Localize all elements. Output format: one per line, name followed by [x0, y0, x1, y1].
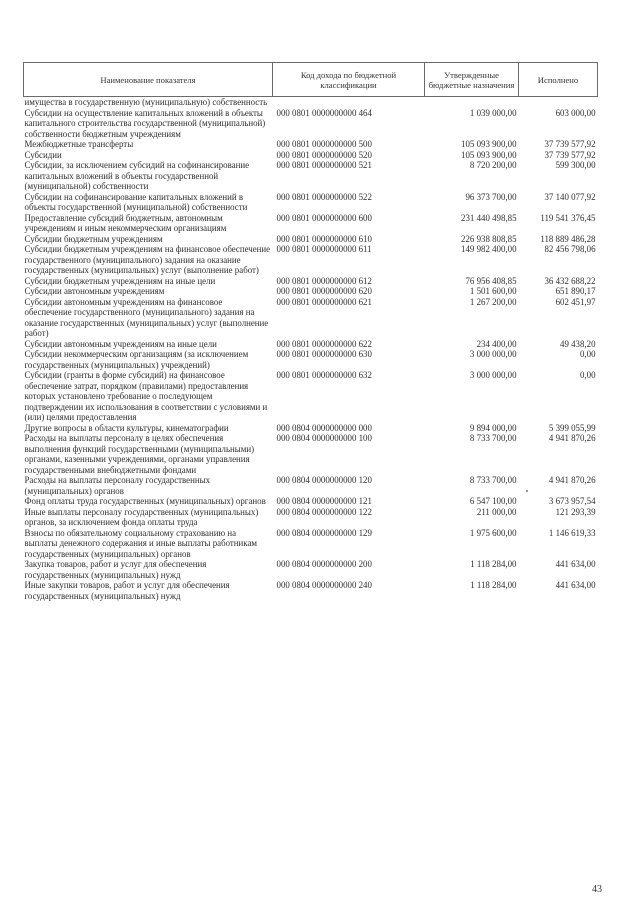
row-code: 000 0804 0000000000 121	[276, 496, 372, 506]
row-name: Субсидии	[24, 149, 62, 160]
row-approved: 6 547 100,00	[469, 496, 517, 506]
header-approved: Утвержденные бюджетные назначения	[425, 63, 519, 97]
row-executed: 82 456 798,06	[544, 244, 596, 254]
table-row	[24, 349, 598, 370]
row-name: Взносы по обязательному социальному страхованию на выплаты денежного содержания и иные выплаты работникам государственных (муниципальных) органов	[24, 527, 258, 559]
row-code: 000 0801 0000000000 632	[276, 370, 372, 380]
row-name: Предоставление субсидий бюджетным, автономным учреждениям и иным некоммерческим организациям	[24, 212, 227, 233]
row-code: 000 0801 0000000000 622	[276, 338, 372, 349]
table-row	[24, 234, 598, 245]
row-approved: 1 501 600,00	[469, 286, 517, 296]
header-name: Наименование показателя	[24, 63, 273, 97]
row-name: Субсидии бюджетным учреждениям на иные цели	[24, 275, 216, 286]
table-row	[24, 433, 598, 475]
row-executed: 37 140 077,92	[544, 191, 596, 202]
row-approved: 105 093 900,00	[461, 149, 517, 160]
row-executed: 118 889 486,28	[540, 233, 596, 244]
row-name: Субсидии на софинансирование капитальных вложений в объекты государственной (муниципальной) собственности	[24, 191, 248, 212]
row-approved: 3 000 000,00	[469, 349, 517, 359]
table-row	[24, 297, 598, 339]
row-approved: 1 267 200,00	[469, 296, 517, 307]
table-row	[24, 108, 598, 140]
row-name: Расходы на выплаты персоналу государственных (муниципальных) органов	[24, 475, 211, 496]
row-name: Субсидии на осуществление капитальных вложений в объекты капитального строительства государственной (муниципальной) собственности бюджетным учреждениям	[24, 107, 266, 139]
row-executed: 1 146 619,33	[548, 527, 596, 538]
table-row	[24, 150, 598, 161]
row-executed: 441 634,00	[555, 559, 596, 569]
row-approved	[425, 97, 519, 108]
row-executed: 4 941 870,26	[548, 433, 596, 443]
table-row	[24, 192, 598, 213]
table-row	[24, 580, 598, 601]
row-code: 000 0804 0000000000 129	[276, 527, 372, 538]
row-approved: 211 000,00	[476, 506, 517, 517]
table-row	[24, 370, 598, 423]
table-row	[24, 559, 598, 580]
table-row	[24, 160, 598, 192]
row-code: 000 0801 0000000000 610	[276, 233, 372, 244]
table-row	[24, 339, 598, 350]
row-executed: 651 890,17	[555, 286, 596, 296]
row-code: 000 0801 0000000000 621	[276, 296, 372, 307]
row-executed: 36 432 688,22	[544, 275, 596, 286]
table-row	[24, 507, 598, 528]
row-executed: 3 673 957,54	[548, 496, 596, 506]
budget-table	[23, 62, 598, 601]
row-name: Закупка товаров, работ и услуг для обеспечения государственных (муниципальных) нужд	[24, 559, 207, 580]
row-executed: 602 451,97	[555, 296, 596, 307]
table-row	[24, 97, 598, 108]
table-row	[24, 139, 598, 150]
row-executed: 4 941 870,26	[548, 475, 596, 485]
row-executed: 0,00	[579, 349, 596, 359]
row-code: 000 0801 0000000000 611	[276, 244, 372, 254]
row-code: 000 0801 0000000000 620	[276, 286, 372, 296]
row-approved: 234 400,00	[476, 338, 517, 349]
row-executed: 119 541 376,45	[540, 212, 596, 223]
scan-speck	[526, 490, 528, 492]
row-code: 000 0804 0000000000 200	[276, 559, 372, 569]
row-code: 000 0801 0000000000 630	[276, 349, 372, 359]
table-row	[24, 286, 598, 297]
row-name: Субсидии, за исключением субсидий на софинансирование капитальных вложений в объекты государственной (муниципальной) собственности	[24, 160, 250, 191]
row-approved: 149 982 400,00	[461, 244, 517, 254]
row-executed: 49 438,20	[560, 338, 596, 349]
row-code: 000 0804 0000000000 240	[276, 580, 372, 590]
row-approved: 226 938 808,85	[461, 233, 517, 244]
row-name: Субсидии (гранты в форме субсидий) на финансовое обеспечение затрат, порядком (правилами) предоставления которых установлено требование о последующем подтверждении их использования в соответствии с условиями и (или) целями предоставления	[24, 370, 268, 422]
row-name: Иные выплаты персоналу государственных (муниципальных) органов, за исключением фонда оплаты труда	[24, 506, 259, 527]
row-executed: 5 399 055,99	[548, 422, 596, 433]
row-code: 000 0804 0000000000 000	[276, 422, 372, 433]
table-body	[24, 97, 598, 602]
row-approved: 9 894 000,00	[469, 422, 517, 433]
row-approved: 231 440 498,85	[461, 212, 517, 223]
row-name: Субсидии бюджетным учреждениям	[24, 233, 163, 244]
table-row	[24, 244, 598, 276]
row-approved: 1 975 600,00	[469, 527, 517, 538]
row-approved: 8 733 700,00	[469, 433, 517, 443]
table-row	[24, 213, 598, 234]
row-name: Субсидии некоммерческим организациям (за исключением государственных (муниципальных) учреждений)	[24, 349, 249, 370]
row-name: Субсидии автономным учреждениям на иные цели	[24, 338, 217, 349]
row-code: 000 0804 0000000000 120	[276, 475, 372, 485]
row-executed	[519, 97, 598, 108]
row-name: Расходы на выплаты персоналу в целях обеспечения выполнения функций государственными (муниципальными) органами, казенными учреждениями, органами управления государственными внебюджетными фондами	[24, 433, 255, 475]
row-approved: 8 733 700,00	[469, 475, 517, 485]
row-executed: 37 739 577,92	[544, 139, 596, 149]
row-executed: 0,00	[579, 370, 596, 380]
row-name: Межбюджетные трансферты	[24, 139, 134, 149]
header-executed: Исполнено	[519, 63, 598, 97]
row-executed: 37 739 577,92	[544, 149, 596, 160]
row-name: Субсидии бюджетным учреждениям на финансовое обеспечение государственного (муниципального) задания на оказание государственных (муниципальных) услуг (выполнение работ)	[24, 244, 271, 275]
row-approved: 1 039 000,00	[469, 107, 517, 118]
row-name: Субсидии автономным учреждениям на финансовое обеспечение государственного (муниципального) задания на оказание государственных (муниципальных) услуг (выполнение работ)	[24, 296, 269, 338]
table-row	[24, 528, 598, 560]
row-executed: 441 634,00	[555, 580, 596, 590]
row-name: Субсидии автономным учреждениям	[24, 286, 165, 296]
row-approved: 105 093 900,00	[461, 139, 517, 149]
row-code: 000 0801 0000000000 600	[276, 212, 372, 223]
row-code: 000 0804 0000000000 100	[276, 433, 372, 443]
table-header	[24, 63, 598, 97]
row-approved: 76 956 408,85	[465, 275, 517, 286]
row-code: 000 0801 0000000000 612	[276, 275, 372, 286]
row-code: 000 0801 0000000000 522	[276, 191, 372, 202]
row-code: 000 0801 0000000000 500	[276, 139, 372, 149]
page-number: 43	[592, 884, 602, 895]
row-approved: 1 118 284,00	[470, 580, 517, 590]
row-name: Фонд оплаты труда государственных (муниципальных) органов	[24, 496, 266, 506]
row-executed: 599 300,00	[555, 160, 596, 170]
row-approved: 96 373 700,00	[465, 191, 517, 202]
row-approved: 3 000 000,00	[469, 370, 517, 380]
row-name: Другие вопросы в области культуры, кинематографии	[24, 422, 229, 433]
row-name: Иные закупки товаров, работ и услуг для обеспечения государственных (муниципальных) нужд	[24, 580, 230, 601]
row-approved: 8 720 200,00	[469, 160, 517, 170]
row-executed: 121 293,39	[555, 506, 596, 517]
row-name: имущества в государственную (муниципальную) собственность	[24, 97, 268, 107]
row-code: 000 0801 0000000000 521	[276, 160, 372, 170]
table-row	[24, 496, 598, 507]
row-code: 000 0801 0000000000 520	[276, 149, 372, 160]
table-row	[24, 276, 598, 287]
header-code: Код дохода по бюджетной классификации	[273, 63, 425, 97]
row-approved: 1 118 284,00	[470, 559, 517, 569]
row-code: 000 0801 0000000000 464	[276, 107, 372, 118]
row-code: 000 0804 0000000000 122	[276, 506, 372, 517]
row-executed: 603 000,00	[555, 107, 596, 118]
table-row	[24, 475, 598, 496]
table-row	[24, 423, 598, 434]
row-code	[273, 97, 425, 108]
